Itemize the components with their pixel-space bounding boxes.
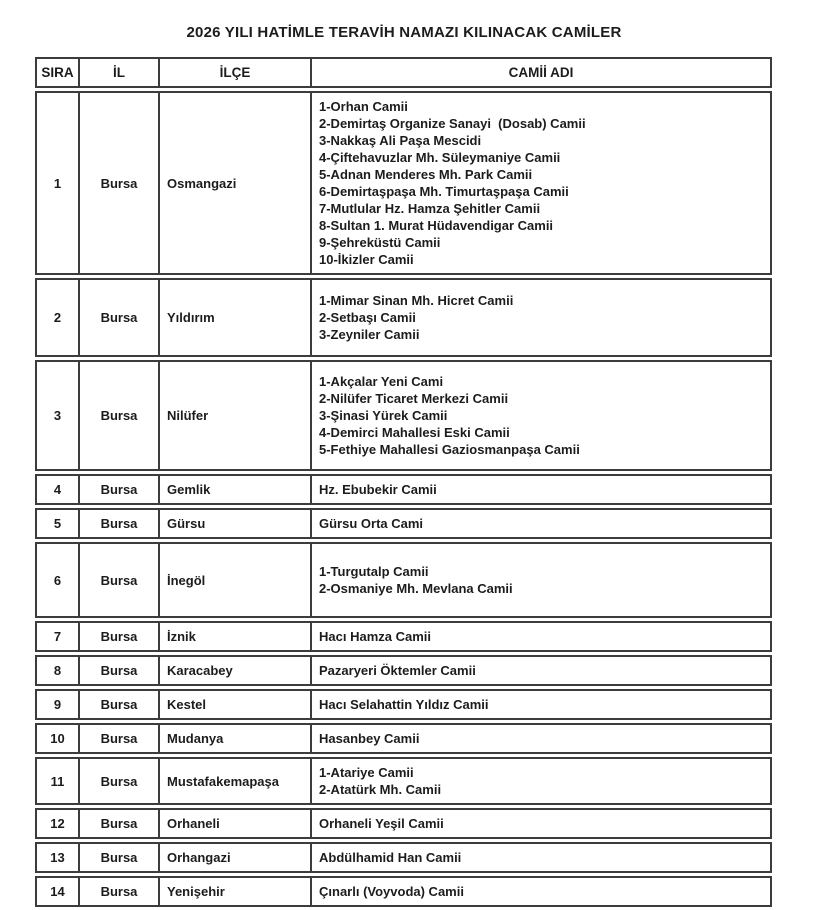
cell-il: Bursa bbox=[78, 842, 158, 873]
cell-sira: 4 bbox=[35, 474, 78, 505]
mosque-name: 2-Demirtaş Organize Sanayi (Dosab) Camii bbox=[319, 116, 586, 131]
cell-sira: 14 bbox=[35, 876, 78, 907]
cell-ilce: Kestel bbox=[158, 689, 310, 720]
mosque-name: Hz. Ebubekir Camii bbox=[319, 482, 437, 497]
table-body bbox=[35, 91, 772, 907]
cell-sira: 3 bbox=[35, 360, 78, 471]
cell-il: Bursa bbox=[78, 508, 158, 539]
mosque-name: 9-Şehreküstü Camii bbox=[319, 235, 441, 250]
cell-sira: 6 bbox=[35, 542, 78, 618]
header-ilce: İLÇE bbox=[158, 57, 310, 88]
cell-sira: 1 bbox=[35, 91, 78, 275]
table-header bbox=[35, 57, 772, 88]
table-row bbox=[35, 91, 772, 275]
cell-camii-adi bbox=[310, 876, 772, 907]
mosque-name: Hacı Selahattin Yıldız Camii bbox=[319, 697, 489, 712]
table-row bbox=[35, 508, 772, 539]
mosque-name: 1-Mimar Sinan Mh. Hicret Camii bbox=[319, 293, 514, 308]
table-row bbox=[35, 808, 772, 839]
header-row bbox=[35, 57, 772, 88]
mosque-name: 7-Mutlular Hz. Hamza Şehitler Camii bbox=[319, 201, 541, 216]
cell-camii-adi bbox=[310, 508, 772, 539]
cell-il: Bursa bbox=[78, 723, 158, 754]
mosque-table bbox=[35, 54, 772, 910]
table-row bbox=[35, 842, 772, 873]
table-row bbox=[35, 655, 772, 686]
mosque-name: 2-Atatürk Mh. Camii bbox=[319, 782, 442, 797]
cell-ilce: Yıldırım bbox=[158, 278, 310, 357]
table-row bbox=[35, 360, 772, 471]
mosque-name: Orhaneli Yeşil Camii bbox=[319, 816, 444, 831]
cell-camii-adi bbox=[310, 757, 772, 805]
cell-il: Bursa bbox=[78, 655, 158, 686]
cell-camii-adi bbox=[310, 655, 772, 686]
cell-sira: 5 bbox=[35, 508, 78, 539]
mosque-name: 6-Demirtaşpaşa Mh. Timurtaşpaşa Camii bbox=[319, 184, 569, 199]
cell-camii-adi bbox=[310, 542, 772, 618]
mosque-name: 1-Akçalar Yeni Cami bbox=[319, 374, 444, 389]
mosque-name: Pazaryeri Öktemler Camii bbox=[319, 663, 476, 678]
cell-camii-adi bbox=[310, 278, 772, 357]
cell-ilce: Karacabey bbox=[158, 655, 310, 686]
cell-ilce: Osmangazi bbox=[158, 91, 310, 275]
cell-ilce: Orhaneli bbox=[158, 808, 310, 839]
cell-ilce: Orhangazi bbox=[158, 842, 310, 873]
mosque-name: 8-Sultan 1. Murat Hüdavendigar Camii bbox=[319, 218, 554, 233]
table-row bbox=[35, 757, 772, 805]
cell-sira: 2 bbox=[35, 278, 78, 357]
cell-sira: 11 bbox=[35, 757, 78, 805]
cell-camii-adi bbox=[310, 842, 772, 873]
cell-il: Bursa bbox=[78, 876, 158, 907]
table-row bbox=[35, 876, 772, 907]
header-sira: SIRA bbox=[35, 57, 78, 88]
table-row bbox=[35, 474, 772, 505]
mosque-name: 5-Fethiye Mahallesi Gaziosmanpaşa Camii bbox=[319, 442, 580, 457]
cell-sira: 8 bbox=[35, 655, 78, 686]
mosque-name: Abdülhamid Han Camii bbox=[319, 850, 462, 865]
mosque-name: Hacı Hamza Camii bbox=[319, 629, 431, 644]
table-row bbox=[35, 542, 772, 618]
cell-camii-adi bbox=[310, 689, 772, 720]
header-camii-adi: CAMİİ ADI bbox=[310, 57, 772, 88]
mosque-name: 2-Setbaşı Camii bbox=[319, 310, 416, 325]
cell-il: Bursa bbox=[78, 474, 158, 505]
table-row bbox=[35, 723, 772, 754]
mosque-name: 3-Zeyniler Camii bbox=[319, 327, 420, 342]
cell-ilce: İznik bbox=[158, 621, 310, 652]
cell-camii-adi bbox=[310, 621, 772, 652]
table-row bbox=[35, 278, 772, 357]
cell-il: Bursa bbox=[78, 360, 158, 471]
cell-ilce: İnegöl bbox=[158, 542, 310, 618]
mosque-name: 1-Orhan Camii bbox=[319, 99, 408, 114]
cell-ilce: Yenişehir bbox=[158, 876, 310, 907]
cell-ilce: Mustafakemapaşa bbox=[158, 757, 310, 805]
cell-il: Bursa bbox=[78, 689, 158, 720]
cell-camii-adi bbox=[310, 723, 772, 754]
cell-camii-adi bbox=[310, 91, 772, 275]
table-row bbox=[35, 689, 772, 720]
mosque-name: 2-Nilüfer Ticaret Merkezi Camii bbox=[319, 391, 509, 406]
mosque-name: 4-Demirci Mahallesi Eski Camii bbox=[319, 425, 510, 440]
cell-ilce: Gemlik bbox=[158, 474, 310, 505]
cell-il: Bursa bbox=[78, 757, 158, 805]
mosque-name: Hasanbey Camii bbox=[319, 731, 420, 746]
mosque-name: 1-Atariye Camii bbox=[319, 765, 414, 780]
page-title: 2026 YILI HATİMLE TERAVİH NAMAZI KILINACAK CAMİLER bbox=[186, 24, 622, 41]
mosque-name: 1-Turgutalp Camii bbox=[319, 564, 429, 579]
mosque-name: 5-Adnan Menderes Mh. Park Camii bbox=[319, 167, 533, 182]
mosque-name: 3-Şinasi Yürek Camii bbox=[319, 408, 448, 423]
mosque-name: Çınarlı (Voyvoda) Camii bbox=[319, 884, 464, 899]
cell-il: Bursa bbox=[78, 91, 158, 275]
cell-camii-adi bbox=[310, 808, 772, 839]
cell-ilce: Nilüfer bbox=[158, 360, 310, 471]
cell-sira: 12 bbox=[35, 808, 78, 839]
mosque-name: Gürsu Orta Cami bbox=[319, 516, 424, 531]
cell-camii-adi bbox=[310, 474, 772, 505]
cell-il: Bursa bbox=[78, 621, 158, 652]
cell-sira: 7 bbox=[35, 621, 78, 652]
mosque-name: 3-Nakkaş Ali Paşa Mescidi bbox=[319, 133, 482, 148]
cell-sira: 13 bbox=[35, 842, 78, 873]
cell-ilce: Gürsu bbox=[158, 508, 310, 539]
cell-ilce: Mudanya bbox=[158, 723, 310, 754]
mosque-name: 4-Çiftehavuzlar Mh. Süleymaniye Camii bbox=[319, 150, 561, 165]
cell-il: Bursa bbox=[78, 542, 158, 618]
table-row bbox=[35, 621, 772, 652]
cell-camii-adi bbox=[310, 360, 772, 471]
cell-sira: 9 bbox=[35, 689, 78, 720]
mosque-name: 2-Osmaniye Mh. Mevlana Camii bbox=[319, 581, 513, 596]
mosque-name: 10-İkizler Camii bbox=[319, 252, 414, 267]
cell-il: Bursa bbox=[78, 278, 158, 357]
cell-il: Bursa bbox=[78, 808, 158, 839]
cell-sira: 10 bbox=[35, 723, 78, 754]
header-il: İL bbox=[78, 57, 158, 88]
